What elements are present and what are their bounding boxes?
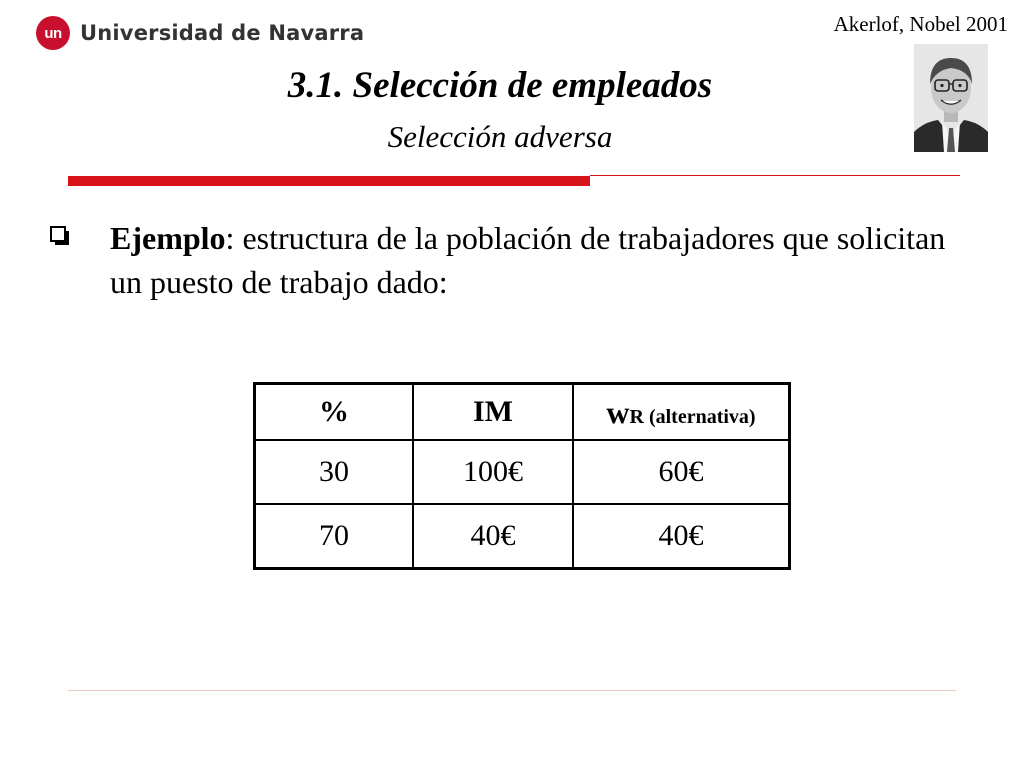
worker-population-table	[253, 382, 791, 570]
table-header-row	[255, 384, 790, 441]
slide-subtitle: Selección adversa	[387, 119, 613, 154]
university-logo	[36, 16, 364, 50]
portrait-caption: Akerlof, Nobel 2001	[833, 12, 1008, 36]
cell-wr: 40€	[573, 504, 790, 569]
title-divider-thick	[68, 176, 590, 186]
header-wr-main: w	[606, 393, 630, 430]
bullet-body: : estructura de la población de trabajadores que solicitan un puesto de trabajo dado:	[110, 220, 946, 300]
checkbox-bullet-icon	[50, 226, 70, 246]
bullet-label: Ejemplo	[110, 220, 226, 256]
slide-title: 3.1. Selección de empleados	[287, 65, 713, 106]
cell-percent: 30	[255, 440, 414, 504]
footer-divider	[68, 690, 956, 691]
bullet-paragraph	[110, 216, 970, 304]
header-wr	[573, 384, 790, 441]
cell-wr: 60€	[573, 440, 790, 504]
cell-im: 40€	[413, 504, 573, 569]
header-im: IM	[413, 384, 573, 441]
institution-name: Universidad de Navarra	[80, 21, 365, 45]
table-row	[255, 504, 790, 569]
cell-im: 100€	[413, 440, 573, 504]
table-row	[255, 440, 790, 504]
header-wr-subscript: R (alternativa)	[629, 405, 756, 428]
title-divider-thin	[590, 175, 960, 176]
header-percent: %	[255, 384, 414, 441]
cell-percent: 70	[255, 504, 414, 569]
logo-mark: un	[36, 16, 70, 50]
